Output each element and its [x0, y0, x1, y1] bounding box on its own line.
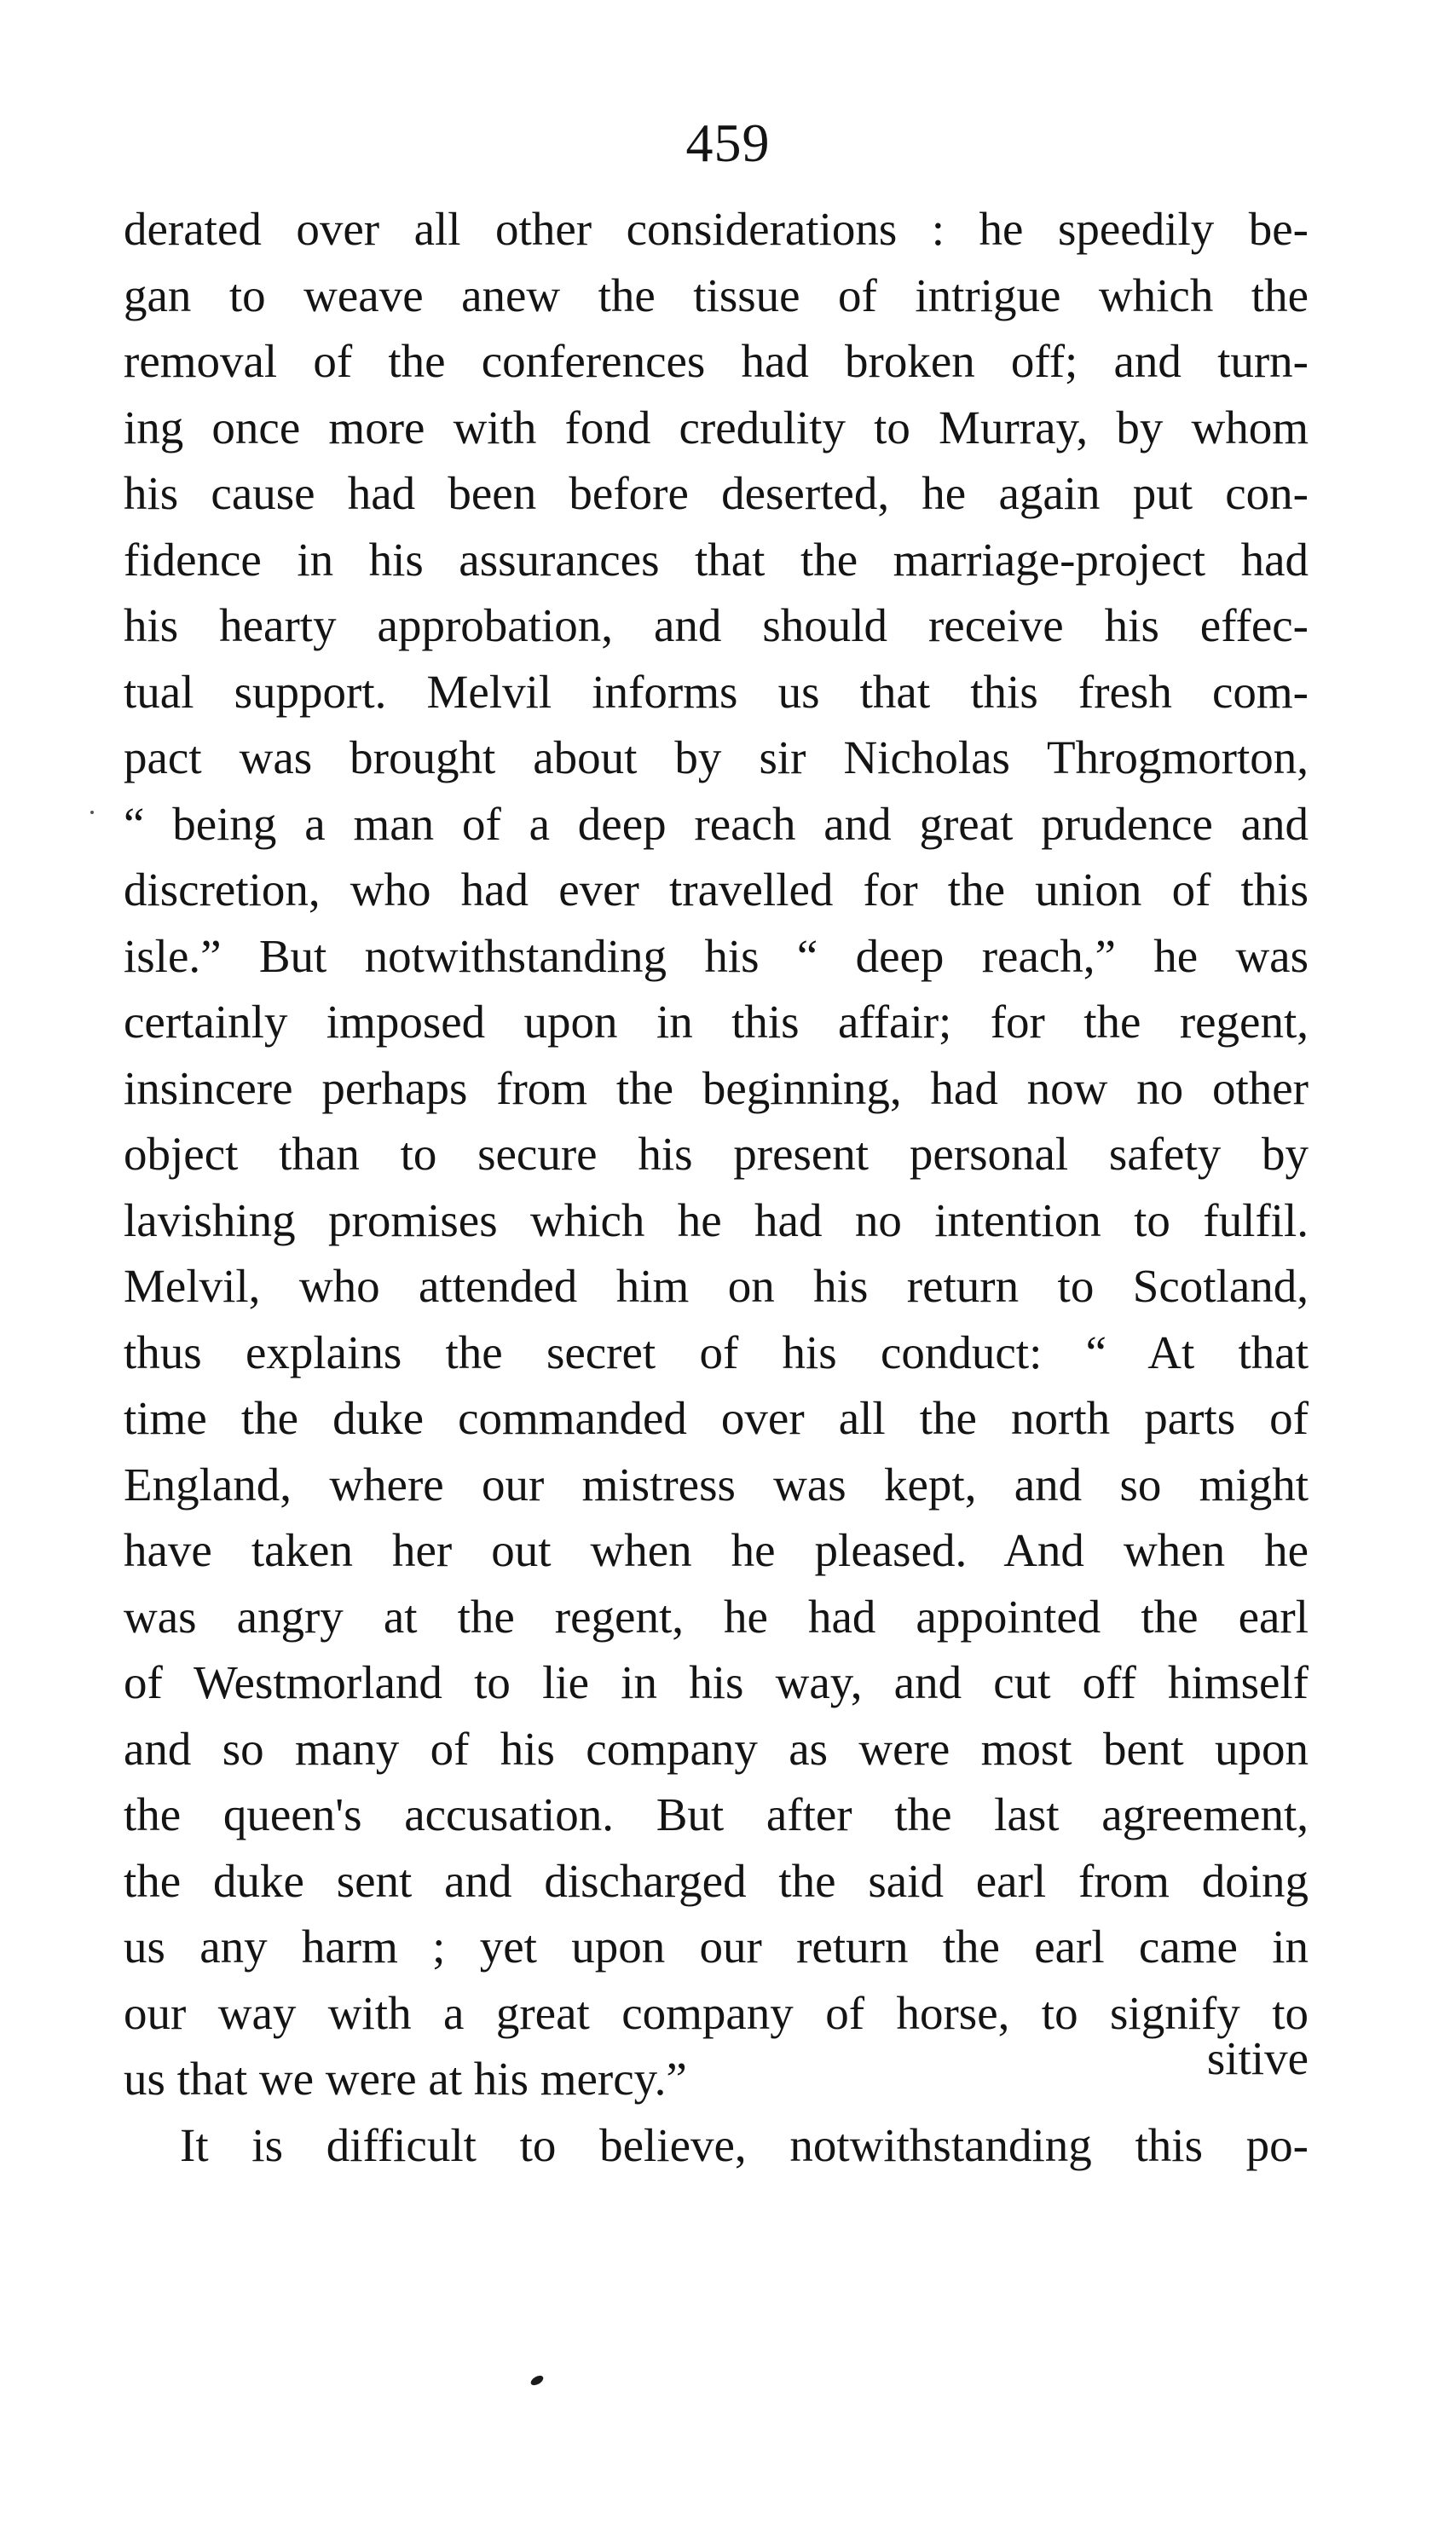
- text-line: us any harm ; yet upon our return the earl came in: [124, 1921, 1309, 1973]
- text-line: thus explains the secret of his conduct: “ At that: [124, 1326, 1309, 1378]
- text-line: ing once more with fond credulity to Murray, by whom: [124, 401, 1309, 453]
- text-line: the duke sent and discharged the said earl from doing: [124, 1854, 1309, 1907]
- ink-speck: [529, 2374, 545, 2388]
- text-line: gan to weave anew the tissue of intrigue which the: [124, 269, 1309, 321]
- text-line: derated over all other considerations : he speedily be-: [124, 203, 1309, 255]
- catchword: sitive: [1206, 2032, 1309, 2084]
- text-line: pact was brought about by sir Nicholas Throgmorton,: [124, 731, 1309, 783]
- text-line: object than to secure his present personal safety by: [124, 1128, 1309, 1180]
- text-line: tual support. Melvil informs us that this fresh com-: [124, 665, 1309, 718]
- body-text: [124, 196, 1309, 2178]
- text-line: Melvil, who attended him on his return to Scotland,: [124, 1260, 1309, 1312]
- text-line: was angry at the regent, he had appointed the earl: [124, 1590, 1309, 1643]
- text-line: England, where our mistress was kept, and so might: [124, 1458, 1309, 1511]
- text-line: our way with a great company of horse, to signify to: [124, 1986, 1309, 2039]
- ink-speck: [90, 811, 94, 814]
- text-line: lavishing promises which he had no intention to fulfil.: [124, 1193, 1309, 1246]
- text-line: time the duke commanded over all the north parts of: [124, 1392, 1309, 1444]
- text-line: removal of the conferences had broken off; and turn-: [124, 335, 1309, 387]
- text-line: his cause had been before deserted, he again put con-: [124, 467, 1309, 519]
- text-line: “ being a man of a deep reach and great prudence and: [124, 797, 1309, 850]
- text-line: his hearty approbation, and should receive his effec-: [124, 599, 1309, 651]
- page-number: 459: [685, 113, 771, 173]
- text-line: fidence in his assurances that the marriage-project had: [124, 533, 1309, 586]
- text-line: discretion, who had ever travelled for the union of this: [124, 864, 1309, 916]
- text-line: the queen's accusation. But after the last agreement,: [124, 1788, 1309, 1840]
- text-line: of Westmorland to lie in his way, and cut off himself: [124, 1656, 1309, 1708]
- text-line: us that we were at his mercy.”: [124, 2053, 687, 2105]
- text-line: and so many of his company as were most bent upon: [124, 1722, 1309, 1775]
- paragraph-first-line: It is difficult to believe, notwithstanding this po-: [180, 2118, 1309, 2171]
- text-line: certainly imposed upon in this affair; for the regent,: [124, 996, 1309, 1048]
- text-line: isle.” But notwithstanding his “ deep reach,” he was: [124, 929, 1309, 982]
- text-line: have taken her out when he pleased. And when he: [124, 1524, 1309, 1576]
- text-line: insincere perhaps from the beginning, had now no other: [124, 1061, 1309, 1114]
